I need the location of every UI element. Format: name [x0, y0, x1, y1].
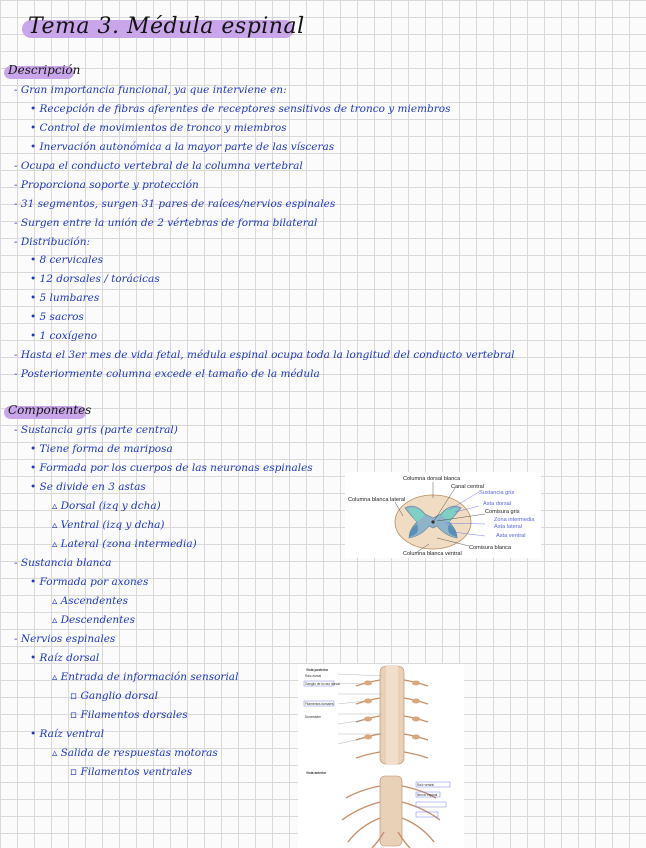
note-line: - Ocupa el conducto vertebral de la columna vertebral	[14, 160, 303, 172]
section-descripcion	[8, 63, 80, 77]
label-asta-lateral: Asta lateral	[494, 524, 522, 530]
note-line: - Sustancia blanca	[14, 557, 112, 569]
note-line: • 1 coxígeno	[30, 330, 98, 342]
label-comisura-blanca: Comisura blanca	[469, 545, 511, 551]
label-columna-dorsal: Columna dorsal blanca	[403, 476, 461, 482]
label-columna-lateral: Columna blanca lateral	[348, 497, 406, 503]
note-line: • 5 sacros	[30, 311, 84, 323]
note-line: ▵ Ascendentes	[52, 595, 128, 607]
label-asta-ventral: Asta ventral	[496, 533, 526, 539]
note-line: - Surgen entre la unión de 2 vértebras de forma bilateral	[14, 217, 318, 229]
note-line: • Formada por axones	[30, 576, 149, 588]
label-canal-central: Canal central	[451, 484, 484, 490]
note-line: - Proporciona soporte y protección	[14, 179, 199, 191]
note-line: • Control de movimientos de tronco y miembros	[30, 122, 287, 134]
label-columna-ventral: Columna blanca ventral	[403, 551, 462, 557]
note-line: • Raíz ventral	[30, 728, 104, 740]
note-line: • Recepción de fibras aferentes de receptores sensitivos de tronco y miembros	[30, 103, 451, 115]
label-vista-posterior: Vista posterior	[306, 668, 329, 672]
title-block	[28, 14, 305, 39]
note-line: - Distribución:	[14, 236, 90, 248]
label-duramadre: Duramadre	[305, 715, 321, 719]
note-line: • Tiene forma de mariposa	[30, 443, 173, 455]
note-line: • 5 lumbares	[30, 292, 100, 304]
note-line: ▫ Ganglio dorsal	[70, 690, 159, 702]
note-line: • 8 cervicales	[30, 254, 104, 266]
note-line: - Posteriormente columna excede el tamaño de la médula	[14, 368, 320, 380]
note-line: ▵ Lateral (zona intermedia)	[52, 538, 197, 550]
label-filamentos-dorsales: Filamentos dorsales	[305, 702, 334, 706]
section-label: Descripción	[8, 63, 81, 77]
cross-section-svg	[345, 472, 541, 558]
note-line: • Raíz dorsal	[30, 652, 100, 664]
spinal-cord-cross-section-figure	[345, 472, 541, 558]
note-line: • 12 dorsales / torácicas	[30, 273, 160, 285]
note-line: ▵ Ventral (izq y dcha)	[52, 519, 165, 531]
note-line: ▵ Dorsal (izq y dcha)	[52, 500, 161, 512]
note-line: ▫ Filamentos ventrales	[70, 766, 193, 778]
spinal-cord-anatomy-figure	[298, 664, 464, 848]
note-line: ▵ Entrada de información sensorial	[52, 671, 239, 683]
label-zona-intermedia: Zona intermedia	[494, 517, 535, 523]
note-line: - Gran importancia funcional, ya que interviene en:	[14, 84, 287, 96]
note-line: - 31 segmentos, surgen 31 pares de raíces/nervios espinales	[14, 198, 336, 210]
note-line: ▵ Descendentes	[52, 614, 136, 626]
note-line: - Nervios espinales	[14, 633, 116, 645]
label-ganglio-raiz-dorsal: Ganglio de la raíz dorsal	[305, 682, 340, 686]
section-label: Componentes	[8, 403, 92, 417]
label-sustancia-gris: Sustancia gris	[479, 490, 515, 496]
note-line: • Formada por los cuerpos de las neuronas espinales	[30, 462, 313, 474]
note-line: - Sustancia gris (parte central)	[14, 424, 178, 436]
label-nervio-espinal: Nervio espinal	[417, 793, 438, 797]
label-raiz-ventral: Raíz ventral	[417, 783, 435, 787]
anatomy-svg	[298, 664, 464, 848]
note-line: • Inervación autonómica a la mayor parte de las vísceras	[30, 141, 335, 153]
label-raiz-dorsal: Raíz dorsal	[305, 674, 322, 678]
section-componentes	[8, 403, 91, 417]
note-line: • Se divide en 3 astas	[30, 481, 146, 493]
label-vista-anterior: Vista anterior	[306, 771, 327, 775]
page-title: Tema 3. Médula espinal	[28, 14, 305, 39]
note-line: - Hasta el 3er mes de vida fetal, médula espinal ocupa toda la longitud del conducto vertebral	[14, 349, 515, 361]
note-line: ▵ Salida de respuestas motoras	[52, 747, 218, 759]
label-asta-dorsal: Asta dorsal	[483, 501, 511, 507]
label-comisura-gris: Comisura gris	[485, 509, 520, 515]
note-line: ▫ Filamentos dorsales	[70, 709, 188, 721]
